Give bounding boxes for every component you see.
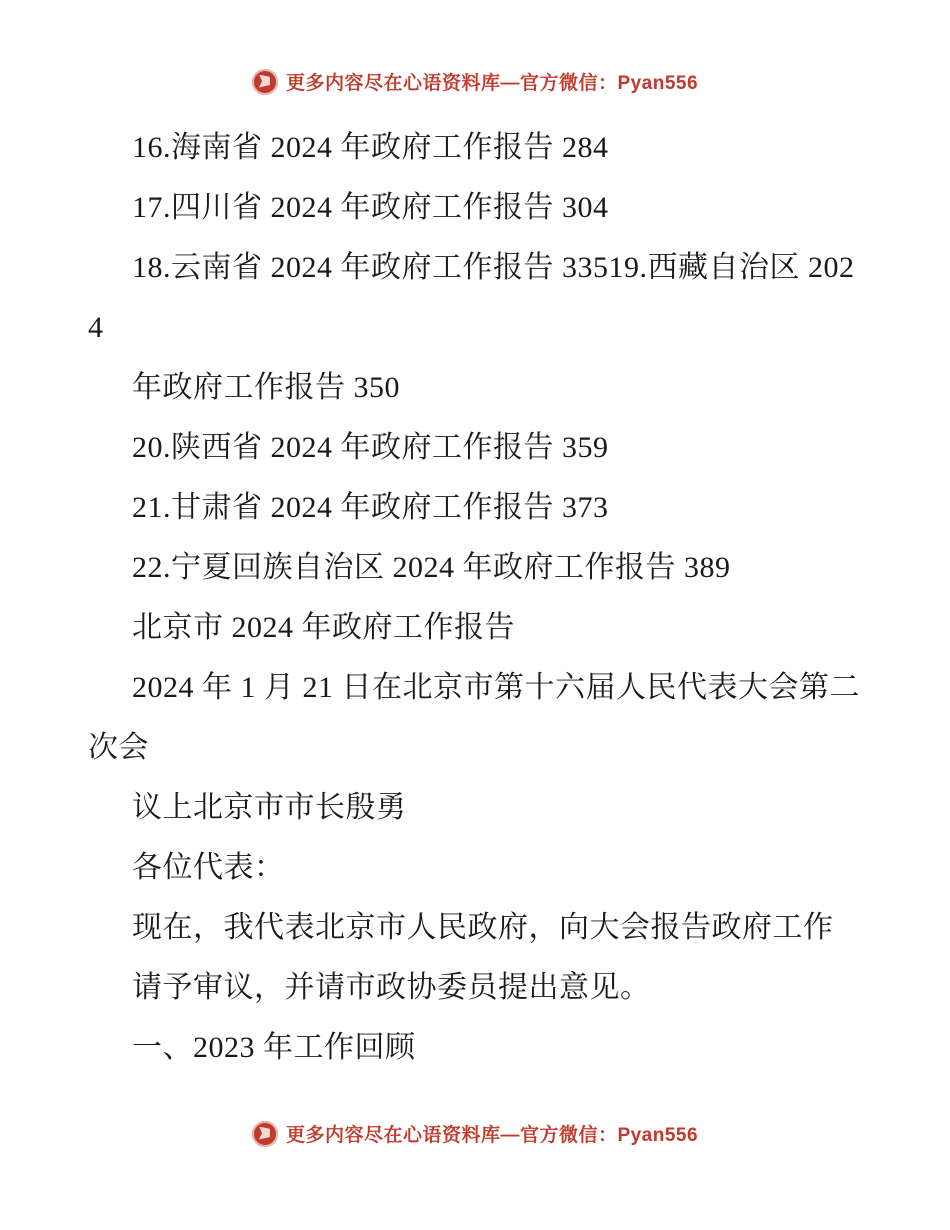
paragraph: 20.陕西省 2024 年政府工作报告 359 bbox=[132, 431, 609, 464]
paragraph: 请予审议，并请市政协委员提出意见。 bbox=[132, 971, 651, 1004]
paragraph: 各位代表： bbox=[132, 851, 285, 884]
paragraph: 现在，我代表北京市人民政府，向大会报告政府工作 bbox=[132, 911, 834, 944]
shield-badge-icon bbox=[252, 69, 278, 95]
paragraph: 一、2023 年工作回顾 bbox=[132, 1031, 416, 1064]
shield-badge-icon bbox=[252, 1121, 278, 1147]
paragraph: 18.云南省 2024 年政府工作报告 33519.西藏自治区 2024 bbox=[88, 251, 855, 344]
paragraph: 17.四川省 2024 年政府工作报告 304 bbox=[132, 191, 609, 224]
paragraph: 议上北京市市长殷勇 bbox=[132, 791, 407, 824]
paragraph: 2024 年 1 月 21 日在北京市第十六届人民代表大会第二次会 bbox=[88, 671, 860, 764]
paragraph: 年政府工作报告 350 bbox=[132, 371, 400, 404]
paragraph: 21.甘肃省 2024 年政府工作报告 373 bbox=[132, 491, 609, 524]
document-body bbox=[88, 118, 862, 1078]
watermark-text: 更多内容尽在心语资料库—官方微信：Pyan556 bbox=[285, 1125, 699, 1146]
paragraph: 22.宁夏回族自治区 2024 年政府工作报告 389 bbox=[132, 551, 731, 584]
paragraph: 16.海南省 2024 年政府工作报告 284 bbox=[132, 131, 609, 164]
watermark-text: 更多内容尽在心语资料库—官方微信：Pyan556 bbox=[285, 73, 699, 94]
paragraph: 北京市 2024 年政府工作报告 bbox=[132, 611, 515, 644]
watermark-top bbox=[0, 68, 950, 95]
watermark-bottom bbox=[0, 1120, 950, 1147]
